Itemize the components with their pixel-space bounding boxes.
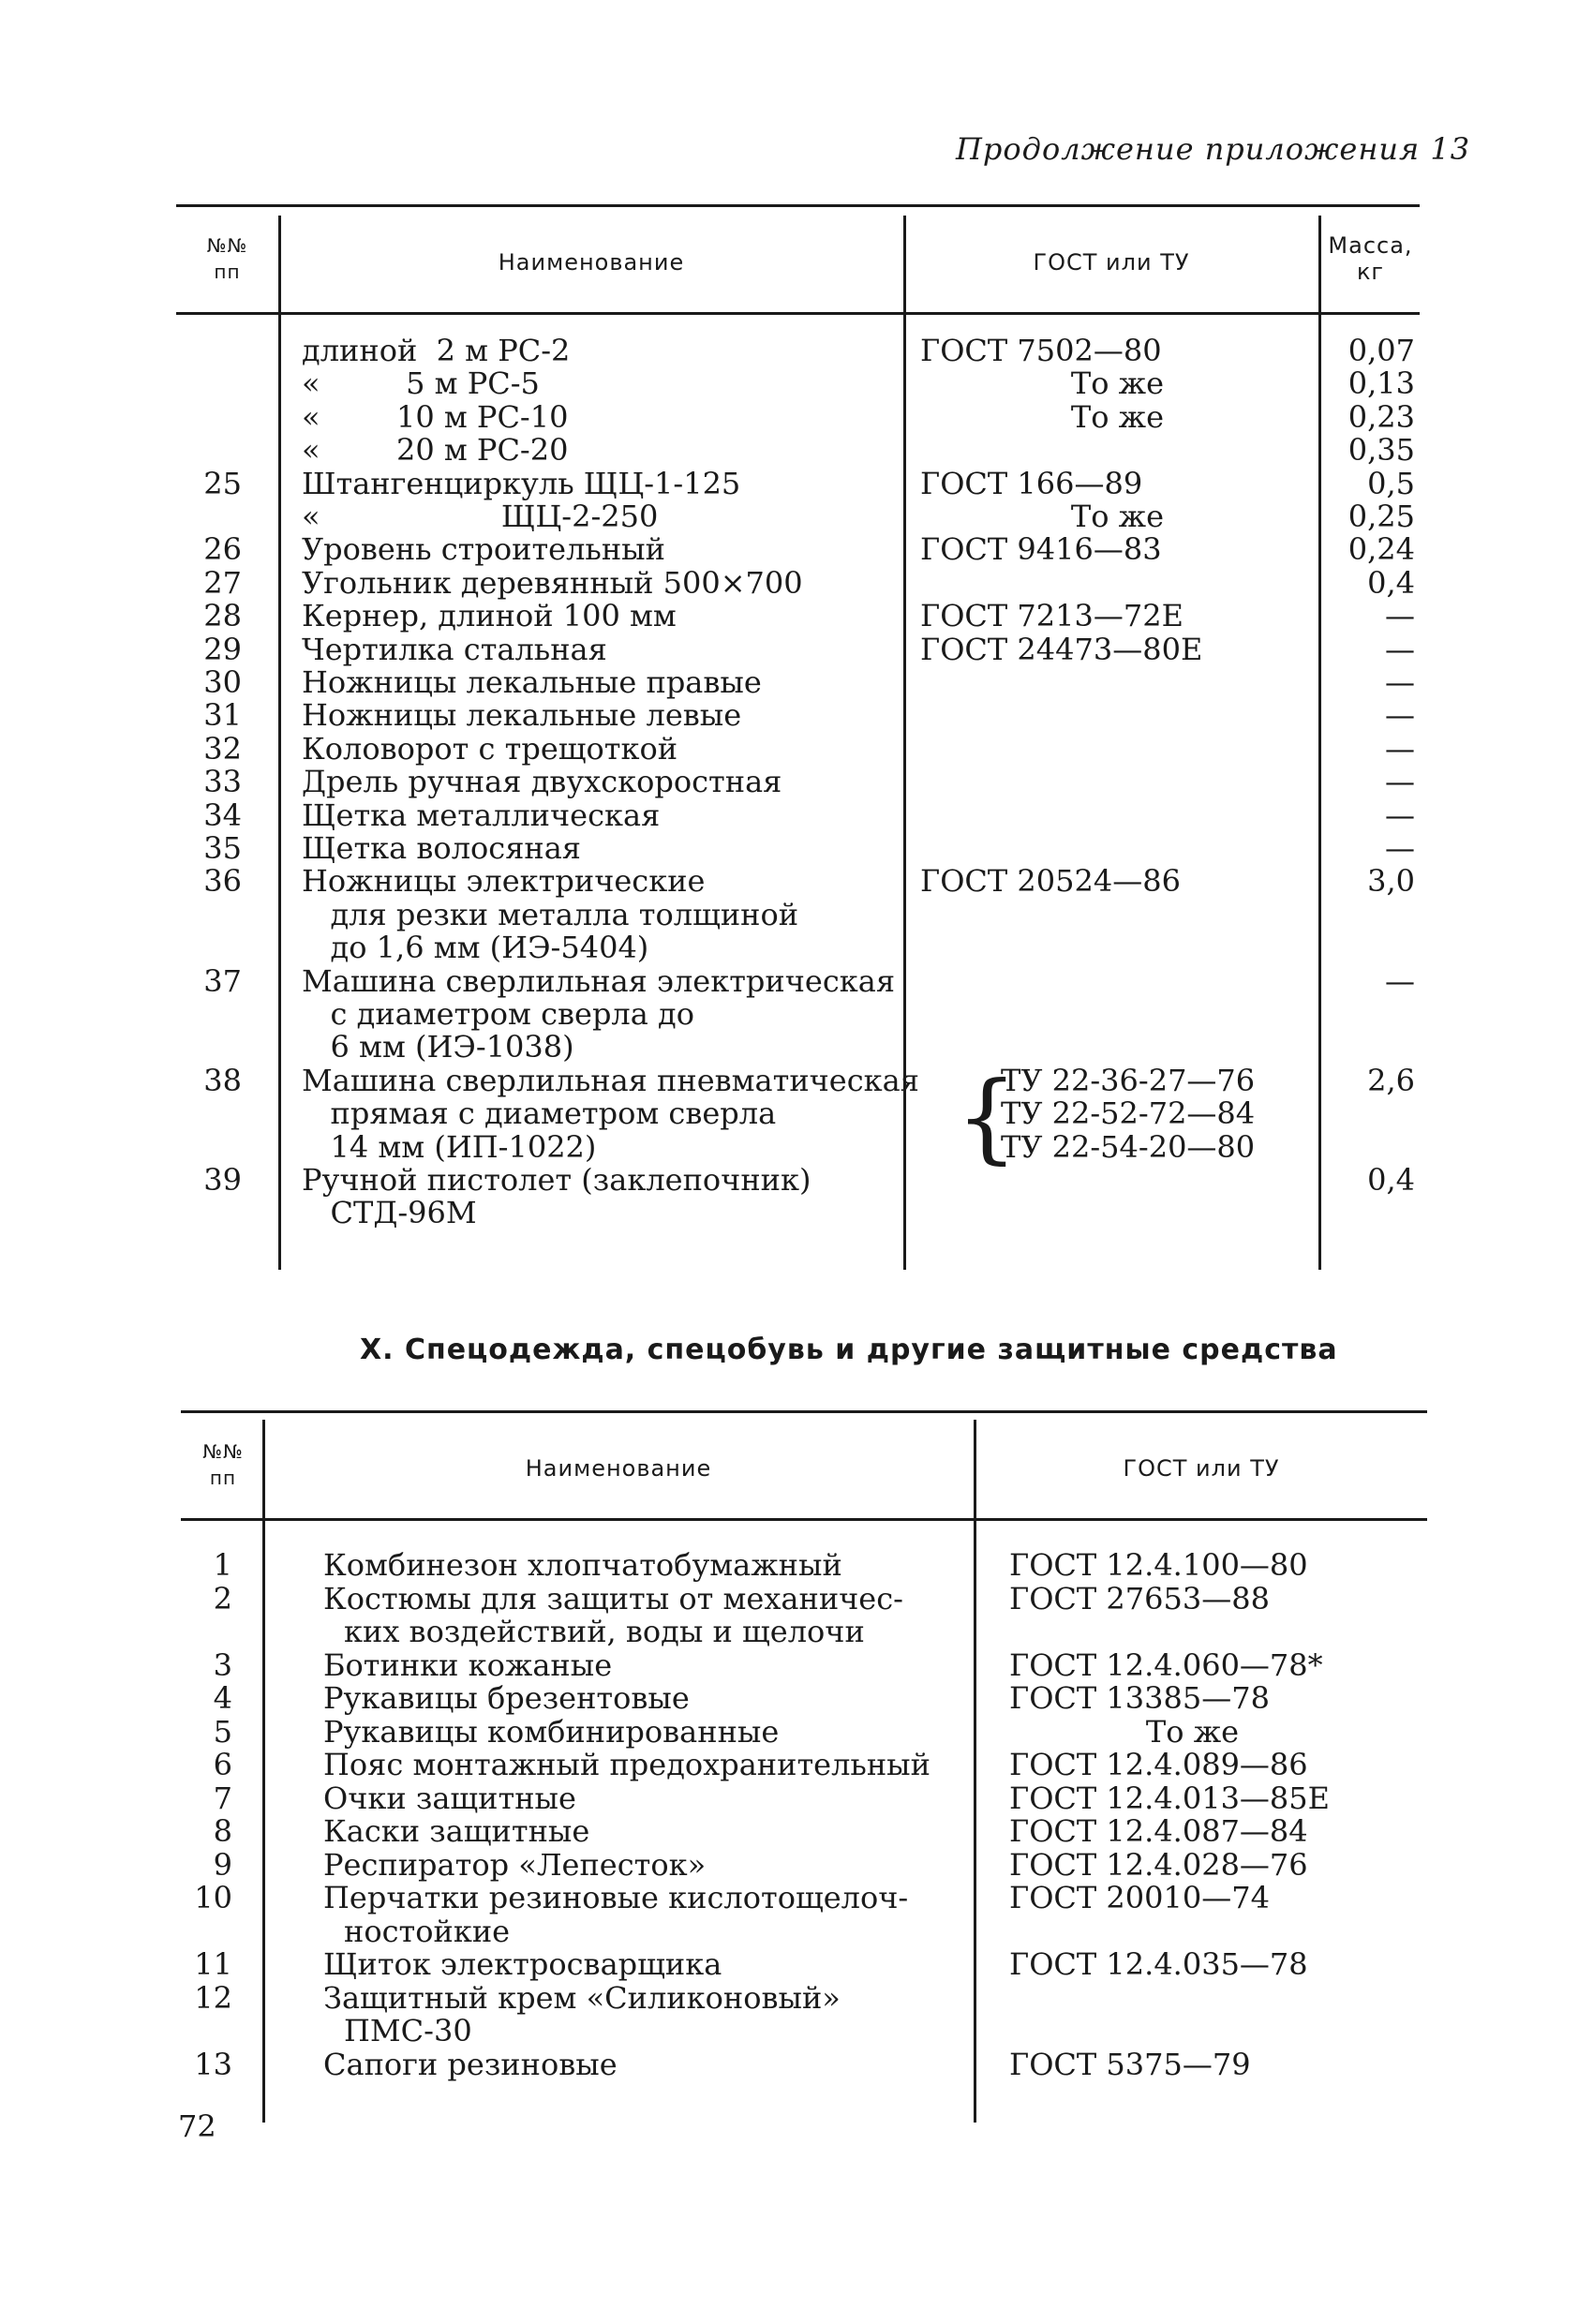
header-num-line-1: №№ [202,1440,244,1463]
table-2-header-gost: ГОСТ или ТУ [1123,1455,1280,1482]
row-gost: ГОСТ 166—89 [920,465,1143,501]
table-row [0,1749,1593,1781]
table-1-header-num [183,232,272,285]
table-row [0,1164,1593,1197]
row-name: « ЩЦ-2-250 [302,499,659,534]
row-name: прямая с диаметром сверла [302,1095,777,1132]
row-mass: 3,0 [1367,863,1415,900]
running-title: Продолжение приложения 13 [956,131,1471,167]
row-gost: ГОСТ 13385—78 [1009,1680,1270,1716]
row-number: 39 [203,1162,242,1198]
row-number: 2 [213,1580,232,1616]
row-mass: — [1385,797,1415,833]
row-gost: То же [1070,499,1164,534]
row-mass: — [1385,631,1415,667]
row-name: « 5 м РС-5 [302,365,540,402]
row-name: « 10 м РС-10 [302,398,569,435]
row-mass: 0,4 [1367,1162,1415,1198]
row-number: 25 [203,465,242,501]
table-row [0,799,1593,832]
row-name: с диаметром сверла до [302,996,694,1032]
row-mass: 2,6 [1367,1062,1415,1098]
row-gost: То же [1145,1713,1240,1750]
row-name: до 1,6 мм (ИЭ-5404) [302,930,649,966]
row-name: Штангенциркуль ЩЦ-1-125 [302,465,741,501]
row-number: 37 [203,962,242,999]
row-gost: ГОСТ 24473—80Е [920,631,1203,667]
table-row [0,1782,1593,1815]
row-mass: — [1385,664,1415,700]
table-row [0,1616,1593,1648]
row-name: Ручной пистолет (заклепочник) [302,1162,811,1198]
table-1-header-name: Наименование [498,249,685,276]
row-name: Комбинезон хлопчатобумажный [323,1547,842,1583]
row-gost: ТУ 22-36-27—76 [1001,1062,1256,1098]
table-row [0,1580,1593,1616]
section-title: X. Спецодежда, спецобувь и другие защитные средства [360,1333,1338,1366]
table-row [0,564,1593,601]
row-name: длиной 2 м РС-2 [302,333,571,368]
row-name: Ножницы лекальные левые [302,697,742,734]
table-row [0,730,1593,767]
row-name: Ножницы электрические [302,863,706,900]
table-row [0,600,1593,633]
table-row [0,998,1593,1031]
row-name: ких воздействий, воды и щелочи [344,1614,865,1649]
row-number: 12 [194,1979,232,2016]
table-2-header-rule [181,1518,1427,1521]
row-number: 7 [213,1780,232,1816]
row-mass: 0,24 [1347,531,1415,568]
row-name: Кернер, длиной 100 мм [302,598,677,634]
table-row [0,1948,1593,1981]
table-row [0,896,1593,932]
table-row [0,1846,1593,1883]
table-row [0,2048,1593,2081]
row-number: 36 [203,863,242,900]
row-name: Машина сверлильная пневматическая [302,1062,919,1098]
row-number: 26 [203,531,242,568]
row-name: Коловорот с трещоткой [302,730,678,767]
row-name: Уровень строительный [302,531,665,568]
row-name: 6 мм (ИЭ-1038) [302,1029,574,1065]
page-number: 72 [178,2108,216,2144]
table-row [0,1549,1593,1582]
row-gost: ГОСТ 12.4.089—86 [1009,1747,1308,1782]
row-number: 8 [213,1813,232,1849]
row-number: 35 [203,830,242,866]
row-name: для резки металла толщиной [302,896,799,932]
table-row [0,434,1593,467]
table-2-top-rule [181,1410,1427,1413]
row-name: Чертилка стальная [302,631,607,667]
row-name: Рукавицы брезентовые [323,1680,690,1716]
row-number: 34 [203,797,242,833]
row-gost: ГОСТ 12.4.060—78* [1009,1646,1323,1683]
table-1-top-rule [176,204,1420,207]
header-num-line-2: пп [214,261,241,283]
row-number: 38 [203,1062,242,1098]
row-gost: ГОСТ 20524—86 [920,863,1181,900]
row-mass: — [1385,962,1415,999]
gost-group-brace: { [956,1060,1019,1174]
row-number: 10 [194,1880,232,1915]
row-name: Щетка металлическая [302,797,661,833]
row-gost: ГОСТ 7213—72Е [920,598,1184,634]
row-name: Ножницы лекальные правые [302,664,762,700]
table-row [0,1097,1593,1130]
row-gost: ГОСТ 12.4.087—84 [1009,1813,1308,1849]
row-mass: — [1385,598,1415,634]
row-number: 28 [203,598,242,634]
row-name: Сапоги резиновые [323,2046,618,2082]
row-name: Машина сверлильная электрическая [302,962,896,999]
row-name: ПМС-30 [344,2013,472,2048]
table-row [0,465,1593,501]
row-mass: 0,13 [1347,365,1415,402]
table-row [0,335,1593,367]
row-name: Ботинки кожаные [323,1646,613,1683]
table-row [0,533,1593,566]
table-row [0,1915,1593,1948]
row-name: Костюмы для защиты от механичес- [323,1580,903,1616]
row-number: 5 [213,1713,232,1750]
table-2-header-name: Наименование [525,1455,712,1482]
row-number: 4 [213,1680,232,1716]
row-name: « 20 м РС-20 [302,432,569,469]
row-gost: ГОСТ 5375—79 [1009,2046,1251,2082]
table-row [0,1197,1593,1229]
table-row [0,699,1593,732]
header-mass-line-2: кг [1356,259,1385,285]
table-row [0,766,1593,798]
row-gost: ГОСТ 12.4.028—76 [1009,1846,1308,1883]
table-row [0,1979,1593,2016]
row-gost: ГОСТ 7502—80 [920,333,1162,368]
table-row [0,962,1593,999]
table-1-header-mass [1321,232,1420,285]
row-number: 32 [203,730,242,767]
row-gost: ГОСТ 20010—74 [1009,1880,1270,1915]
row-name: Каски защитные [323,1813,590,1849]
row-mass: — [1385,830,1415,866]
row-number: 30 [203,664,242,700]
table-row [0,500,1593,533]
row-mass: 0,23 [1347,398,1415,435]
row-mass: — [1385,697,1415,734]
row-gost: ГОСТ 12.4.035—78 [1009,1946,1308,1982]
row-mass: — [1385,730,1415,767]
table-row [0,633,1593,666]
table-row [0,865,1593,898]
header-mass-line-1: Масса, [1328,232,1413,259]
table-row [0,666,1593,699]
row-gost: ГОСТ 9416—83 [920,531,1162,568]
row-number: 11 [194,1946,232,1982]
header-num-line-1: №№ [206,234,248,257]
row-mass: 0,4 [1367,564,1415,601]
row-gost: ТУ 22-54-20—80 [1001,1128,1256,1165]
table-row [0,1815,1593,1848]
table-row [0,1031,1593,1064]
row-name: Защитный крем «Силиконовый» [323,1979,841,2016]
row-mass: 0,25 [1347,499,1415,534]
table-row [0,1713,1593,1750]
table-row [0,832,1593,865]
header-num-line-2: пп [209,1467,237,1489]
row-gost: ГОСТ 12.4.100—80 [1009,1547,1308,1583]
table-row [0,398,1593,435]
row-mass: 0,5 [1367,465,1415,501]
row-name: 14 мм (ИП-1022) [302,1128,597,1165]
row-number: 3 [213,1646,232,1683]
row-name: Очки защитные [323,1780,576,1816]
row-name: Рукавицы комбинированные [323,1713,780,1750]
row-number: 33 [203,764,242,800]
row-name: Перчатки резиновые кислотощелоч- [323,1880,909,1915]
table-row [0,1882,1593,1914]
row-gost: ГОСТ 12.4.013—85Е [1009,1780,1330,1816]
row-number: 27 [203,564,242,601]
table-row [0,1646,1593,1683]
table-row [0,2015,1593,2048]
table-1-header-rule [176,312,1420,315]
table-row [0,1128,1593,1165]
row-name: ностойкие [344,1913,511,1949]
row-name: Щиток электросварщика [323,1946,722,1982]
table-2-header-num [186,1438,261,1491]
row-number: 6 [213,1747,232,1782]
table-row [0,931,1593,964]
row-number: 9 [213,1846,232,1883]
table-1-header-gost: ГОСТ или ТУ [1033,249,1190,276]
row-mass: 0,07 [1347,333,1415,368]
row-name: Дрель ручная двухскоростная [302,764,782,800]
row-gost: То же [1070,365,1164,402]
row-gost: То же [1070,398,1164,435]
row-number: 29 [203,631,242,667]
row-name: Респиратор «Лепесток» [323,1846,707,1883]
row-number: 31 [203,697,242,734]
row-number: 1 [213,1547,232,1583]
row-gost: ГОСТ 27653—88 [1009,1580,1270,1616]
row-name: Щетка волосяная [302,830,581,866]
row-name: Пояс монтажный предохранительный [323,1747,930,1782]
row-mass: 0,35 [1347,432,1415,469]
table-row [0,1062,1593,1098]
row-number: 13 [194,2046,232,2082]
row-name: СТД-96М [302,1195,477,1231]
row-mass: — [1385,764,1415,800]
row-name: Угольник деревянный 500×700 [302,564,803,601]
table-row [0,1682,1593,1715]
row-gost: ТУ 22-52-72—84 [1001,1095,1256,1132]
table-row [0,367,1593,400]
